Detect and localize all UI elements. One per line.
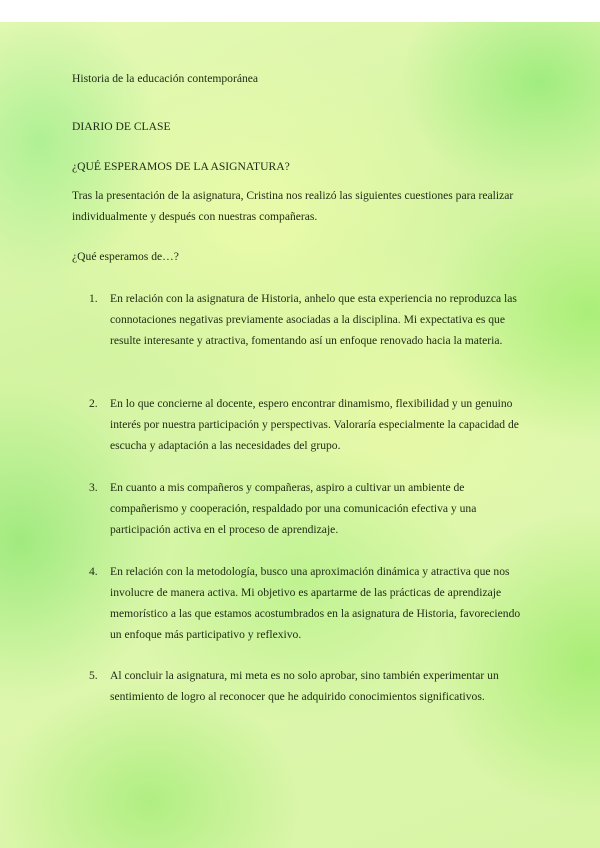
list-item-number: 5. (89, 669, 98, 682)
list-item-text: En relación con la metodología, busco una aproximación dinámica y atractiva que nos involucre de manera activa. Mi objetivo es apartarme de las prácticas de aprendizaje memorístico a las que estamos acostumbrados en la asignatura de Historia, favoreciendo un enfoque más participativo y reflexivo. (110, 565, 521, 641)
list-item-number: 4. (89, 565, 98, 578)
list-item-number: 1. (89, 292, 98, 305)
question-line: ¿Qué esperamos de…? (72, 250, 179, 263)
list-item-number: 2. (89, 397, 98, 410)
list-item-text: En cuanto a mis compañeros y compañeras, aspiro a cultivar un ambiente de compañerismo y cooperación, respaldado por una comunicación efectiva y una participación activa en el proceso de aprendizaje. (110, 481, 477, 536)
list-item-text: Al concluir la asignatura, mi meta es no solo aprobar, sino también experimentar un sentimiento de logro al reconocer que he adquirido conocimientos significativos. (110, 669, 499, 703)
course-title: Historia de la educación contemporánea (72, 72, 259, 85)
list-item-text: En lo que concierne al docente, espero encontrar dinamismo, flexibilidad y un genuino interés por nuestra participación y perspectivas. Valoraría especialmente la capacidad de escucha y adaptación a las necesidades del grupo. (110, 397, 519, 452)
list-item-text: En relación con la asignatura de Historia, anhelo que esta experiencia no reproduzca las connotaciones negativas previamente asociadas a la disciplina. Mi expectativa es que resulte interesante y atractiva, fomentando así un enfoque renovado hacia la materia. (110, 292, 517, 347)
document-page (0, 22, 600, 848)
diary-title: DIARIO DE CLASE (72, 120, 171, 133)
section-heading: ¿QUÉ ESPERAMOS DE LA ASIGNATURA? (72, 160, 290, 173)
intro-paragraph: Tras la presentación de la asignatura, Cristina nos realizó las siguientes cuestiones para realizar individualmente y después con nuestras compañeras. (72, 189, 514, 223)
list-item-number: 3. (89, 481, 98, 494)
